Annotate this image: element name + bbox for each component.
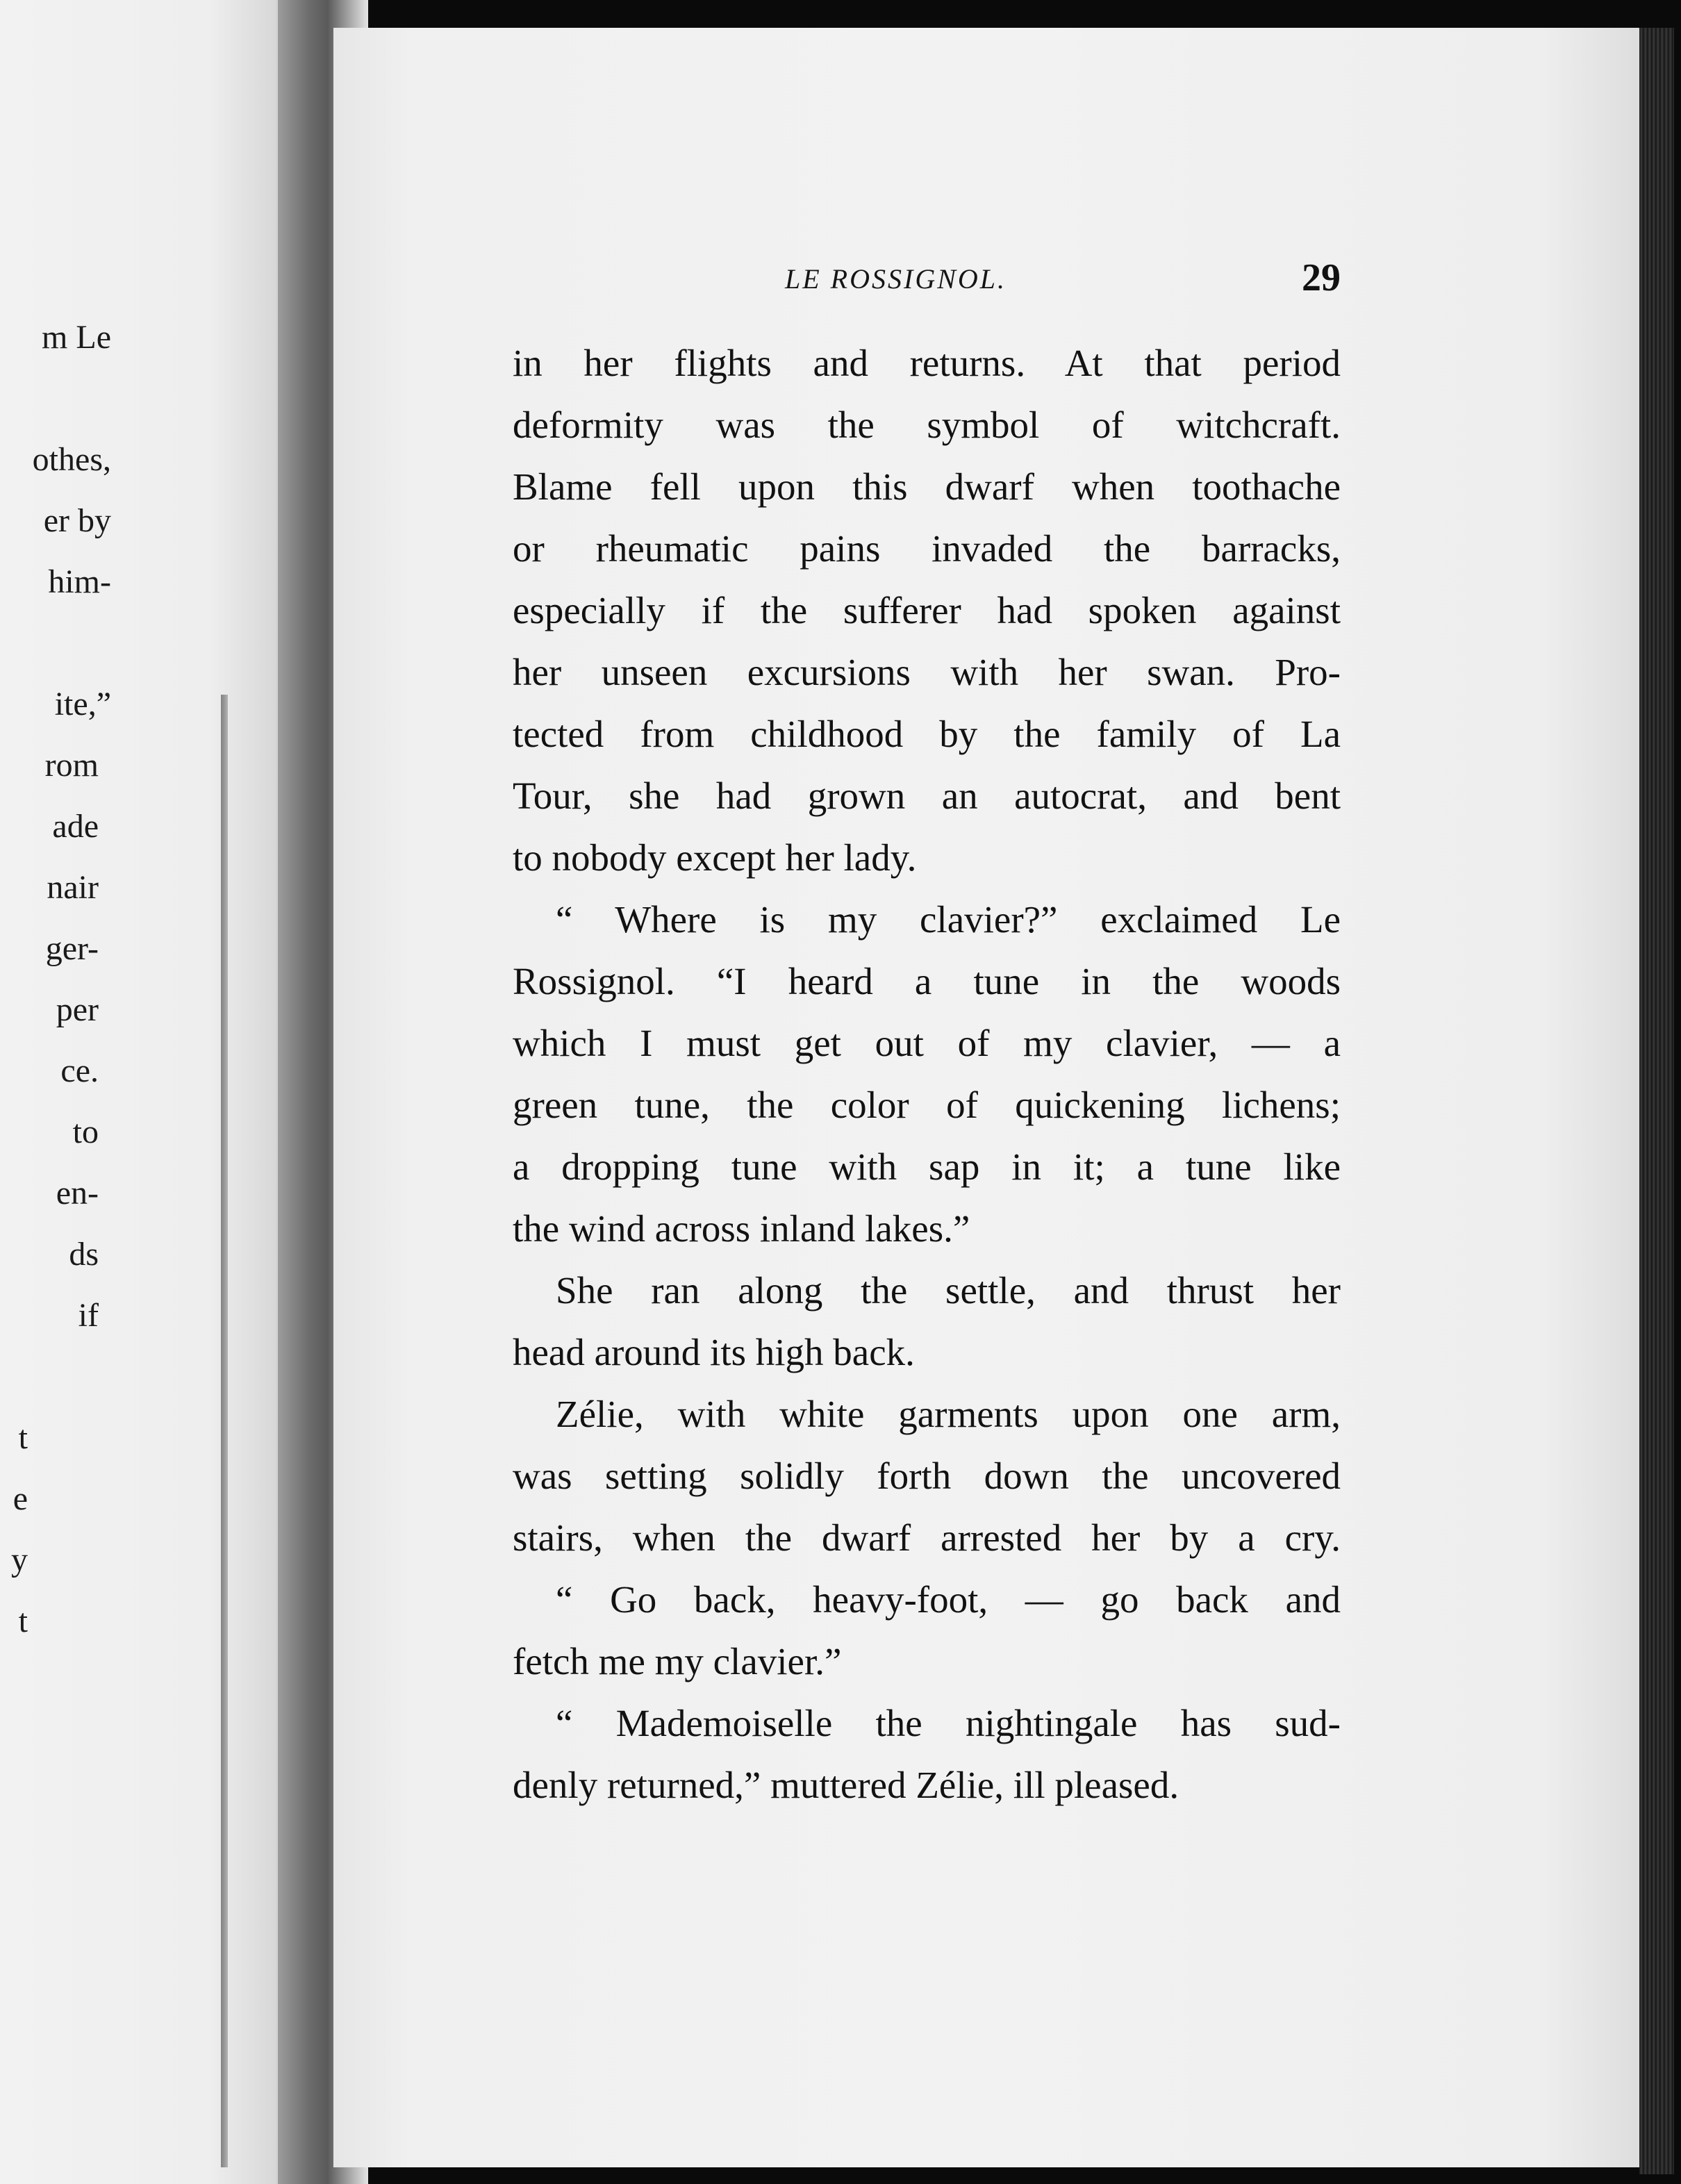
left-page-fragment: m Le bbox=[42, 319, 111, 356]
text-line: especially if the sufferer had spoken against bbox=[513, 589, 1341, 631]
text-line: head around its high back. bbox=[513, 1331, 915, 1373]
text-line: “ Where is my clavier?” exclaimed Le bbox=[556, 898, 1341, 941]
text-line: She ran along the settle, and thrust her bbox=[556, 1269, 1341, 1312]
text-line: tected from childhood by the family of La bbox=[513, 713, 1341, 755]
left-page-fragment: ade bbox=[52, 808, 99, 845]
left-page-fragment: to bbox=[72, 1114, 99, 1150]
left-page-fragment: othes, bbox=[32, 441, 111, 478]
left-page-fragment: rom bbox=[44, 747, 99, 784]
text-line: Blame fell upon this dwarf when toothache bbox=[513, 465, 1341, 508]
page-fold-edge bbox=[221, 695, 228, 2167]
text-line: Tour, she had grown an autocrat, and bent bbox=[513, 775, 1341, 817]
text-line: the wind across inland lakes.” bbox=[513, 1207, 970, 1250]
left-page-fragment: y bbox=[11, 1541, 28, 1578]
text-line: “ Go back, heavy-foot, — go back and bbox=[556, 1578, 1341, 1621]
text-line: was setting solidly forth down the uncovered bbox=[513, 1455, 1341, 1497]
text-line: to nobody except her lady. bbox=[513, 836, 917, 879]
text-line: a dropping tune with sap in it; a tune like bbox=[513, 1145, 1341, 1188]
left-page-fragment: ite,” bbox=[54, 686, 111, 722]
text-line: green tune, the color of quickening lichens; bbox=[513, 1084, 1341, 1126]
left-page-fragment: him- bbox=[48, 563, 111, 600]
left-page-fragment: ds bbox=[69, 1236, 99, 1273]
text-line: Zélie, with white garments upon one arm, bbox=[556, 1393, 1341, 1435]
left-page-fragment: t bbox=[18, 1603, 28, 1639]
running-head: LE ROSSIGNOL. bbox=[785, 263, 1007, 295]
left-page-fragment: if bbox=[78, 1297, 99, 1334]
text-line: stairs, when the dwarf arrested her by a cry. bbox=[513, 1516, 1341, 1559]
text-line: deformity was the symbol of witchcraft. bbox=[513, 404, 1341, 446]
left-page-fragment: er by bbox=[43, 502, 111, 539]
left-page-fragment: en- bbox=[56, 1175, 99, 1211]
text-line: or rheumatic pains invaded the barracks, bbox=[513, 527, 1341, 570]
page-edges bbox=[1639, 28, 1674, 2174]
page-header bbox=[785, 256, 1341, 304]
text-line: fetch me my clavier.” bbox=[513, 1640, 842, 1682]
left-page-fragment: per bbox=[56, 991, 99, 1028]
text-line: “ Mademoiselle the nightingale has sud- bbox=[556, 1702, 1341, 1744]
text-line: Rossignol. “I heard a tune in the woods bbox=[513, 960, 1341, 1002]
body-text bbox=[513, 332, 1341, 1816]
left-facing-page bbox=[0, 0, 299, 2184]
text-line: which I must get out of my clavier, — a bbox=[513, 1022, 1341, 1064]
left-page-fragment: ger- bbox=[45, 930, 99, 967]
left-page-fragment: nair bbox=[47, 869, 99, 906]
left-page-fragment: t bbox=[18, 1419, 28, 1456]
page-number: 29 bbox=[1302, 256, 1341, 299]
left-page-fragment: e bbox=[13, 1480, 28, 1517]
text-line: in her flights and returns. At that period bbox=[513, 342, 1341, 384]
text-line: denly returned,” muttered Zélie, ill pleased. bbox=[513, 1764, 1179, 1806]
left-page-fragment: ce. bbox=[60, 1052, 99, 1089]
text-line: her unseen excursions with her swan. Pro- bbox=[513, 651, 1341, 693]
